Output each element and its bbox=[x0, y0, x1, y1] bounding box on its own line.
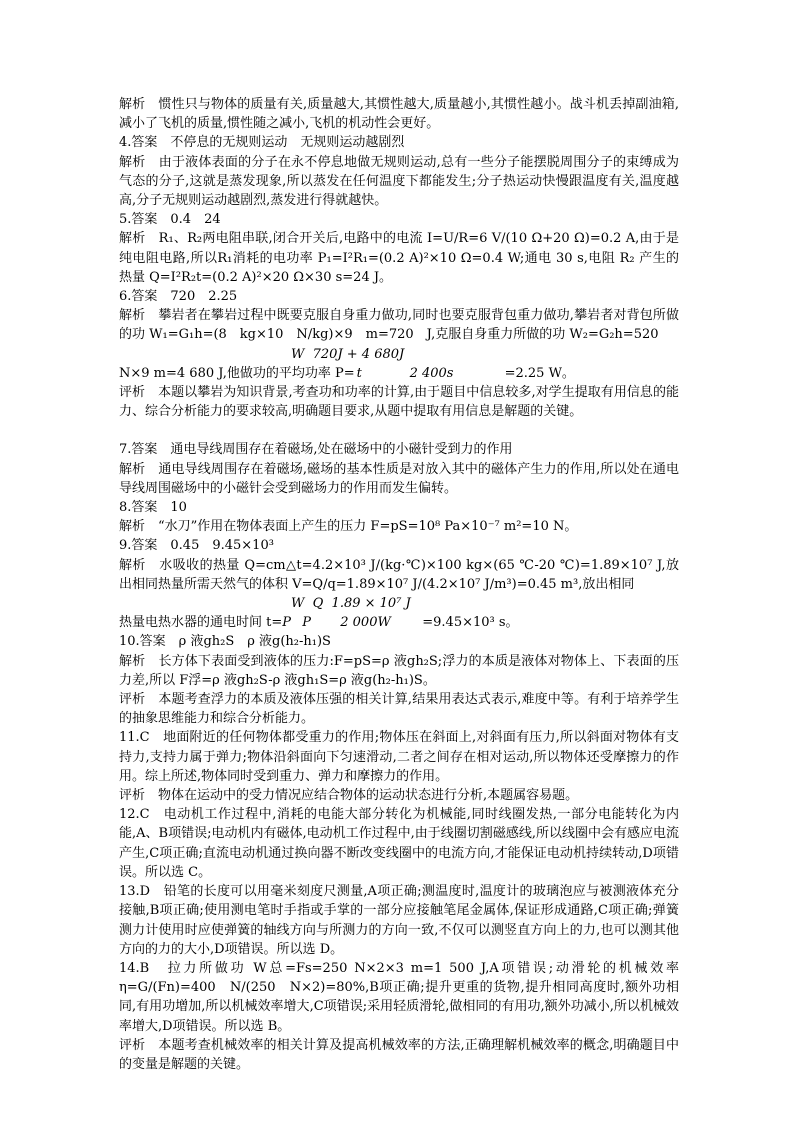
paragraph-q10-answer: 10.答案 ρ 液gh₂S ρ 液g(h₂-h₁)S bbox=[119, 634, 331, 650]
time-result: =9.45×10³ s。 bbox=[422, 615, 519, 631]
paragraph-q6-answer: 6.答案 720 2.25 bbox=[119, 289, 238, 305]
fraction-2-numerator: W Q 1.89 × 10⁷ J bbox=[291, 596, 411, 612]
paragraph-q12: 12.C 电动机工作过程中,消耗的电能大部分转化为机械能,同时线圈发热,一部分电能转化为内能,A、B项错误;电动机内有磁体,电动机工作过程中,由于线圈切割磁感线,所以线圈中会有感应电流产生,C项正确;直流电动机通过换向器不断改变线圈中的电流方向,才能保证电动机持续转动,D项错误。所以选 C。 bbox=[119, 807, 679, 880]
paragraph-q6-analysis: 解析 攀岩者在攀岩过程中既要克服自身重力做功,同时也要克服背包重力做功,攀岩者对背包所做的功 W₁=G₁h=(8 kg×10 N/kg)×9 m=720 J,克服自身重力所做的功 W₂=G₂h=520 bbox=[119, 308, 679, 343]
paragraph-q5-analysis: 解析 R₁、R₂两电阻串联,闭合开关后,电路中的电流 I=U/R=6 V/(10 Ω+20 Ω)=0.2 A,由于是纯电阻电路,所以R₁消耗的电功率 P₁=I²R₁=(0.2 A)²×10 Ω=0.4 W;通电 30 s,电阻 R₂ 产生的热量 Q=I²R₂t=(0.2 A)²×20 Ω×30 s=24 J。 bbox=[119, 231, 679, 285]
paragraph-q11: 11.C 地面附近的任何物体都受重力的作用;物体压在斜面上,对斜面有压力,所以斜面对物体有支持力,支持力属于弹力;物体沿斜面向下匀速滑动,二者之间存在相对运动,所以物体还受摩擦力的作用。综上所述,物体同时受到重力、弹力和摩擦力的作用。 bbox=[119, 730, 679, 784]
fraction-2-denominator-box bbox=[282, 613, 422, 632]
paragraph-q9-time-line bbox=[119, 613, 679, 632]
fraction-power-numerator bbox=[119, 345, 679, 364]
fraction-2-denominator: 2 000W bbox=[340, 615, 391, 631]
time-prefix: 热量电热水器的通电时间 t= bbox=[119, 615, 283, 631]
paragraph-q7-analysis: 解析 通电导线周围存在着磁场,磁场的基本性质是对放入其中的磁体产生力的作用,所以处在通电导线周围磁场中的小磁针会受到磁场力的作用而发生偏转。 bbox=[119, 461, 679, 496]
paragraph-q14: 14.B 拉力所做功 W总=Fs=250 N×2×3 m=1 500 J,A项错误;动滑轮的机械效率 η=G/(Fn)=400 N/(250 N×2)=80%,B项正确;提升更重的货物,提升相同高度时,额外功相同,有用功增加,所以机械效率增大,C项错误;采用轻质滑轮,做相同的有用功,额外功减小,所以机械效率增大,D项错误。所以选 B。 bbox=[119, 960, 684, 1034]
paragraph-q7-answer: 7.答案 通电导线周围存在着磁场,处在磁场中的小磁针受到力的作用 bbox=[119, 442, 513, 458]
power-prefix: N×9 m=4 680 J,他做功的平均功率 P= bbox=[119, 365, 355, 381]
paragraph-q9-analysis: 解析 水吸收的热量 Q=cm△t=4.2×10³ J/(kg·℃)×100 kg×(65 ℃-20 ℃)=1.89×10⁷ J,放出相同热量所需天然气的体积 V=Q/q=1.89×10⁷ J/(4.2×10⁷ J/m³)=0.45 m³,放出相同 bbox=[119, 557, 679, 592]
paragraph-q10-comment: 评析 本题考查浮力的本质及液体压强的相关计算,结果用表达式表示,难度中等。有利于培养学生的抽象思维能力和综合分析能力。 bbox=[119, 692, 679, 727]
fraction-1-numerator: W 720J + 4 680J bbox=[291, 346, 405, 362]
paragraph-q9-answer: 9.答案 0.45 9.45×10³ bbox=[119, 538, 274, 554]
paragraph-q14-comment: 评析 本题考查机械效率的相关计算及提高机械效率的方法,正确理解机械效率的概念,明确题目中的变量是解题的关键。 bbox=[119, 1037, 679, 1072]
paragraph-q6-power-line bbox=[119, 364, 679, 383]
paragraph-q13: 13.D 铅笔的长度可以用毫米刻度尺测量,A项正确;测温度时,温度计的玻璃泡应与被测液体充分接触,B项正确;使用测电笔时手指或手掌的一部分应接触笔尾金属体,保证形成通路,C项正确;弹簧测力计使用时应使弹簧的轴线方向与所测力的方向一致,不仅可以测竖直方向上的力,也可以测其他方向的力的大小,D项错误。所以选 D。 bbox=[119, 884, 679, 957]
fraction-1-denominator-box bbox=[355, 364, 505, 383]
paragraph-q8-analysis: 解析 “水刀”作用在物体表面上产生的压力 F=pS=10⁸ Pa×10⁻⁷ m²=10 N。 bbox=[119, 519, 578, 535]
power-result: =2.25 W。 bbox=[504, 365, 575, 381]
paragraph-q4-analysis: 解析 由于液体表面的分子在永不停息地做无规则运动,总有一些分子能摆脱周围分子的束缚成为气态的分子,这就是蒸发现象,所以蒸发在任何温度下都能发生;分子热运动快慢跟温度有关,温度越高,分子无规则运动越剧烈,蒸发进行得就越快。 bbox=[119, 154, 679, 209]
fraction-1-denominator: 2 400s bbox=[409, 365, 454, 381]
paragraph-q4-answer: 4.答案 不停息的无规则运动 无规则运动越剧烈 bbox=[119, 135, 405, 151]
paragraph-q10-analysis: 解析 长方体下表面受到液体的压力:F=pS=ρ 液gh₂S;浮力的本质是液体对物体上、下表面的压力差,所以 F浮=ρ 液gh₂S-ρ 液gh₁S=ρ 液g(h₂-h₁)S。 bbox=[119, 653, 679, 688]
paragraph-q6-comment: 评析 本题以攀岩为知识背景,考查功和功率的计算,由于题目中信息较多,对学生提取有用信息的能力、综合分析能力的要求较高,明确题目要求,从题中提取有用信息是解题的关键。 bbox=[119, 385, 679, 420]
fraction-1-den-t: t bbox=[356, 365, 362, 381]
paragraph-1-analysis: 解析 惯性只与物体的质量有关,质量越大,其惯性越大,质量越小,其惯性越小。战斗机丢掉副油箱,减小了飞机的质量,惯性随之减小,飞机的机动性会更好。 bbox=[119, 97, 679, 132]
paragraph-q5-answer: 5.答案 0.4 24 bbox=[119, 212, 221, 228]
fraction-2-den-p1: P bbox=[282, 615, 291, 631]
paragraph-q11-comment: 评析 物体在运动中的受力情况应结合物体的运动状态进行分析,本题属容易题。 bbox=[119, 788, 579, 804]
paragraph-q8-answer: 8.答案 10 bbox=[119, 500, 187, 516]
answer-document bbox=[119, 95, 684, 1074]
fraction-time-numerator bbox=[119, 594, 679, 613]
fraction-2-den-p2: P bbox=[302, 615, 311, 631]
